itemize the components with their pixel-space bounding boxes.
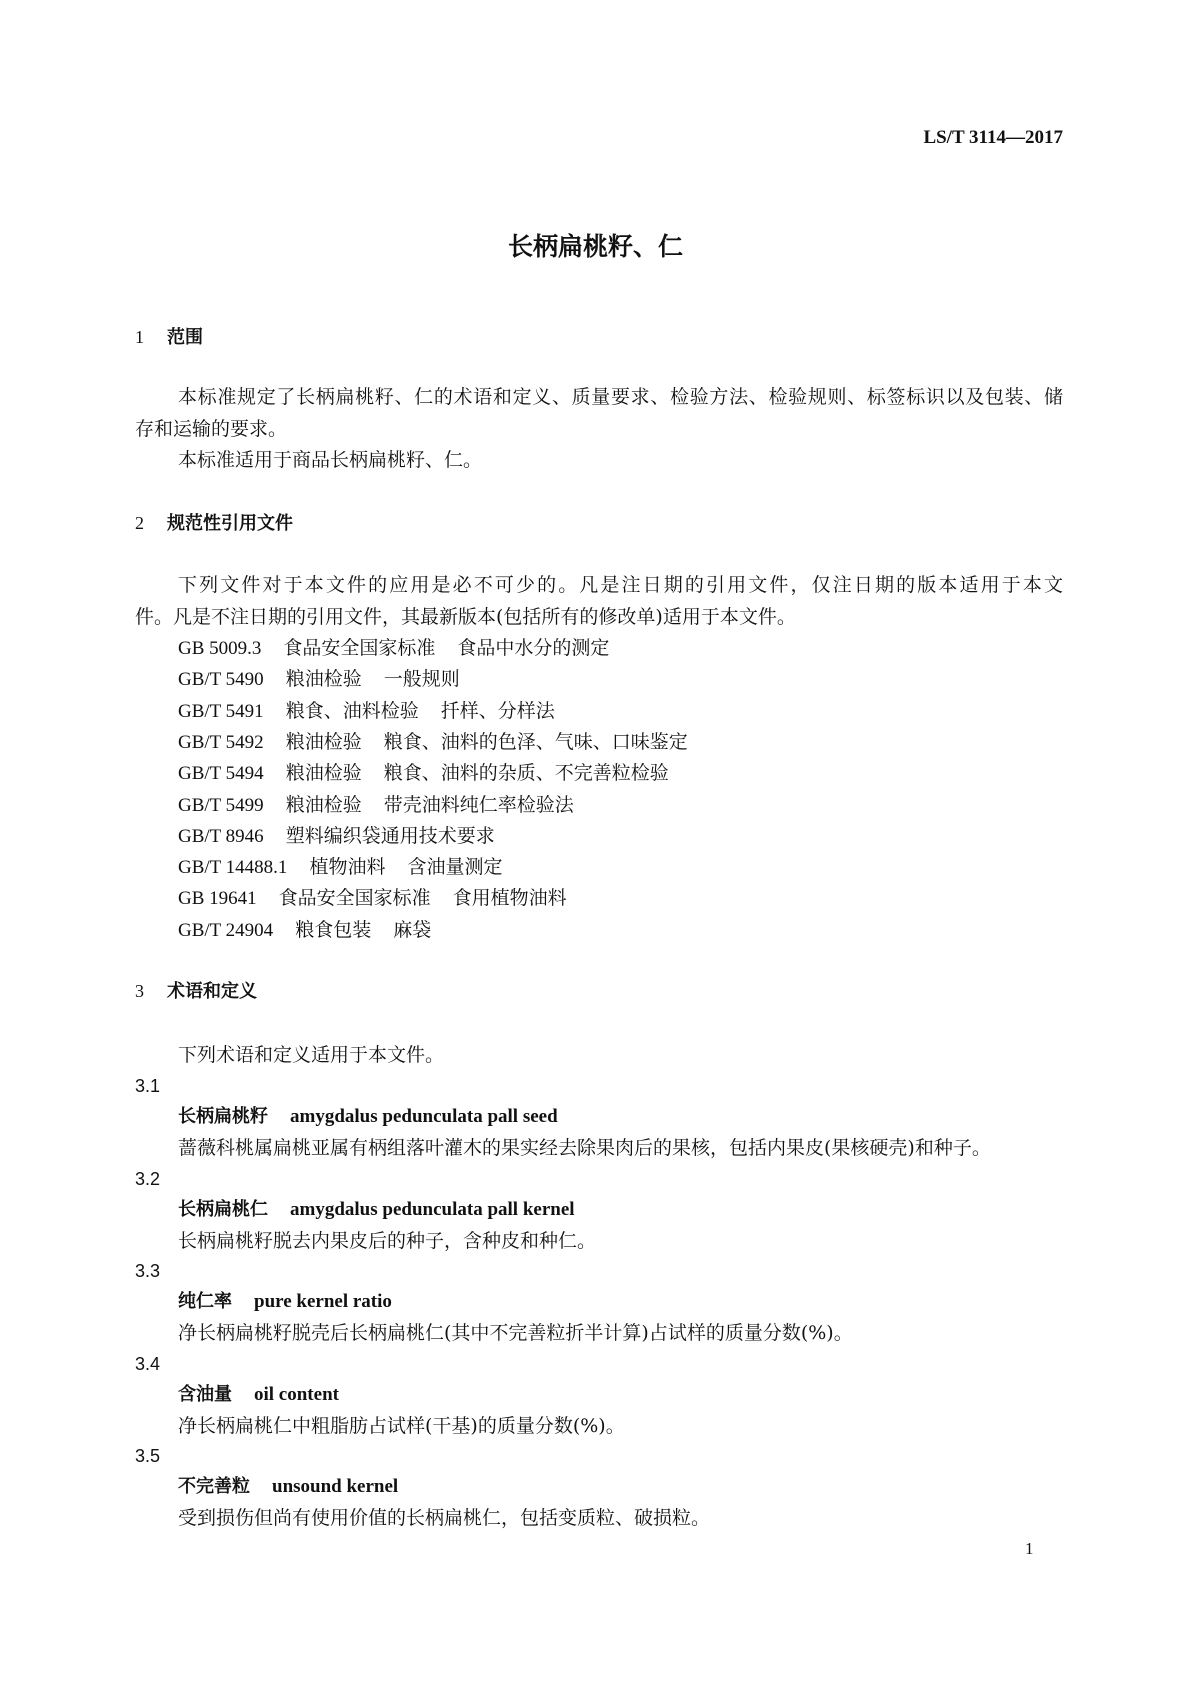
scope-paragraph: 本标准适用于商品长柄扁桃籽、仁。 bbox=[178, 449, 483, 471]
page-number: 1 bbox=[1025, 1539, 1034, 1558]
term-zh: 纯仁率 bbox=[178, 1291, 232, 1312]
reference-title-part: 带壳油料纯仁率检验法 bbox=[383, 793, 574, 816]
reference-item bbox=[178, 886, 567, 911]
reference-code: GB/T 5494 bbox=[178, 763, 264, 785]
term-zh: 含油量 bbox=[178, 1383, 232, 1405]
clause-number: 3.5 bbox=[135, 1446, 161, 1466]
reference-title-part: 粮油检验 bbox=[285, 730, 362, 753]
reference-item bbox=[178, 636, 609, 661]
reference-title-part: 粮油检验 bbox=[285, 762, 362, 785]
reference-item bbox=[178, 730, 688, 755]
reference-code: GB/T 24904 bbox=[178, 919, 274, 941]
reference-title-part: 粮食、油料的色泽、气味、口味鉴定 bbox=[383, 730, 688, 753]
reference-title-part: 食用植物油料 bbox=[452, 887, 567, 910]
scope-paragraph-line: 本标准规定了长柄扁桃籽、仁的术语和定义、质量要求、检验方法、检验规则、标签标识以及包装、储 bbox=[178, 386, 1063, 408]
term-definition: 蔷薇科桃属扁桃亚属有柄组落叶灌木的果实经去除果肉后的果核，包括内果皮(果核硬壳)和种子。 bbox=[178, 1137, 991, 1159]
reference-item bbox=[178, 699, 555, 724]
reference-item bbox=[178, 761, 669, 786]
reference-code: GB/T 5492 bbox=[178, 731, 264, 753]
term-zh: 不完善粒 bbox=[178, 1476, 250, 1497]
section-2-heading bbox=[135, 511, 293, 536]
reference-title-part: 食品安全国家标准 bbox=[283, 637, 436, 659]
term-en: amygdalus pedunculata pall seed bbox=[290, 1106, 558, 1127]
term-heading bbox=[178, 1475, 398, 1499]
term-en: pure kernel ratio bbox=[254, 1291, 392, 1312]
term-heading bbox=[178, 1198, 575, 1222]
reference-title-part: 一般规则 bbox=[383, 668, 460, 691]
document-title: 长柄扁桃籽、仁 bbox=[507, 232, 683, 261]
reference-item bbox=[178, 824, 517, 849]
term-definition: 受到损伤但尚有使用价值的长柄扁桃仁，包括变质粒、破损粒。 bbox=[178, 1507, 711, 1529]
section-1-heading bbox=[135, 325, 203, 350]
reference-item bbox=[178, 855, 502, 880]
section-number: 1 bbox=[135, 327, 144, 347]
reference-title-part: 粮食、油料的杂质、不完善粒检验 bbox=[383, 762, 669, 785]
reference-title-part: 植物油料 bbox=[309, 856, 386, 879]
reference-title-part: 粮食包装 bbox=[295, 918, 372, 941]
section-3-heading bbox=[135, 979, 257, 1004]
reference-title-part: 粮食、油料检验 bbox=[285, 699, 419, 722]
section-title: 范围 bbox=[167, 327, 203, 348]
reference-code: GB/T 5490 bbox=[178, 669, 264, 691]
references-intro-line: 下列文件对于本文件的应用是必不可少的。凡是注日期的引用文件，仅注日期的版本适用于本文 bbox=[178, 574, 1063, 596]
reference-code: GB/T 5499 bbox=[178, 794, 264, 816]
terms-intro: 下列术语和定义适用于本文件。 bbox=[178, 1044, 445, 1066]
term-en: unsound kernel bbox=[272, 1476, 399, 1497]
reference-item bbox=[178, 667, 460, 692]
reference-title-part: 粮油检验 bbox=[285, 668, 362, 691]
term-zh: 长柄扁桃籽 bbox=[178, 1106, 268, 1127]
reference-title-part: 食品中水分的测定 bbox=[457, 637, 610, 659]
clause-number: 3.3 bbox=[135, 1261, 161, 1281]
term-heading bbox=[178, 1383, 339, 1407]
section-number: 3 bbox=[135, 981, 144, 1001]
term-zh: 长柄扁桃仁 bbox=[178, 1198, 268, 1220]
standard-code: LS/T 3114—2017 bbox=[923, 127, 1063, 148]
scope-paragraph-line: 存和运输的要求。 bbox=[135, 418, 288, 440]
term-en: oil content bbox=[254, 1383, 339, 1405]
reference-title-part: 扦样、分样法 bbox=[440, 699, 555, 722]
reference-code: GB/T 14488.1 bbox=[178, 857, 288, 879]
clause-number: 3.4 bbox=[135, 1353, 161, 1374]
term-definition: 净长柄扁桃仁中粗脂肪占试样(干基)的质量分数(%)。 bbox=[178, 1414, 625, 1437]
reference-item bbox=[178, 918, 431, 943]
reference-title-part: 麻袋 bbox=[393, 918, 432, 941]
term-definition: 长柄扁桃籽脱去内果皮后的种子，含种皮和种仁。 bbox=[178, 1229, 597, 1252]
section-number: 2 bbox=[135, 513, 144, 533]
section-title: 规范性引用文件 bbox=[167, 513, 293, 534]
section-title: 术语和定义 bbox=[167, 981, 257, 1002]
term-en: amygdalus pedunculata pall kernel bbox=[290, 1198, 575, 1220]
reference-title-part: 食品安全国家标准 bbox=[278, 887, 431, 910]
reference-code: GB 5009.3 bbox=[178, 638, 262, 659]
term-heading bbox=[178, 1290, 392, 1314]
reference-code: GB 19641 bbox=[178, 888, 257, 910]
reference-code: GB/T 8946 bbox=[178, 825, 264, 847]
reference-title-part: 含油量测定 bbox=[407, 856, 503, 879]
term-heading bbox=[178, 1105, 558, 1129]
reference-code: GB/T 5491 bbox=[178, 700, 264, 722]
references-intro-line: 件。凡是不注日期的引用文件，其最新版本(包括所有的修改单)适用于本文件。 bbox=[135, 606, 796, 628]
reference-title-part: 粮油检验 bbox=[285, 793, 362, 816]
reference-title-part: 塑料编织袋通用技术要求 bbox=[285, 824, 495, 847]
reference-item bbox=[178, 793, 574, 818]
term-definition: 净长柄扁桃籽脱壳后长柄扁桃仁(其中不完善粒折半计算)占试样的质量分数(%)。 bbox=[178, 1322, 853, 1344]
clause-number: 3.2 bbox=[135, 1168, 161, 1189]
clause-number: 3.1 bbox=[135, 1076, 161, 1096]
